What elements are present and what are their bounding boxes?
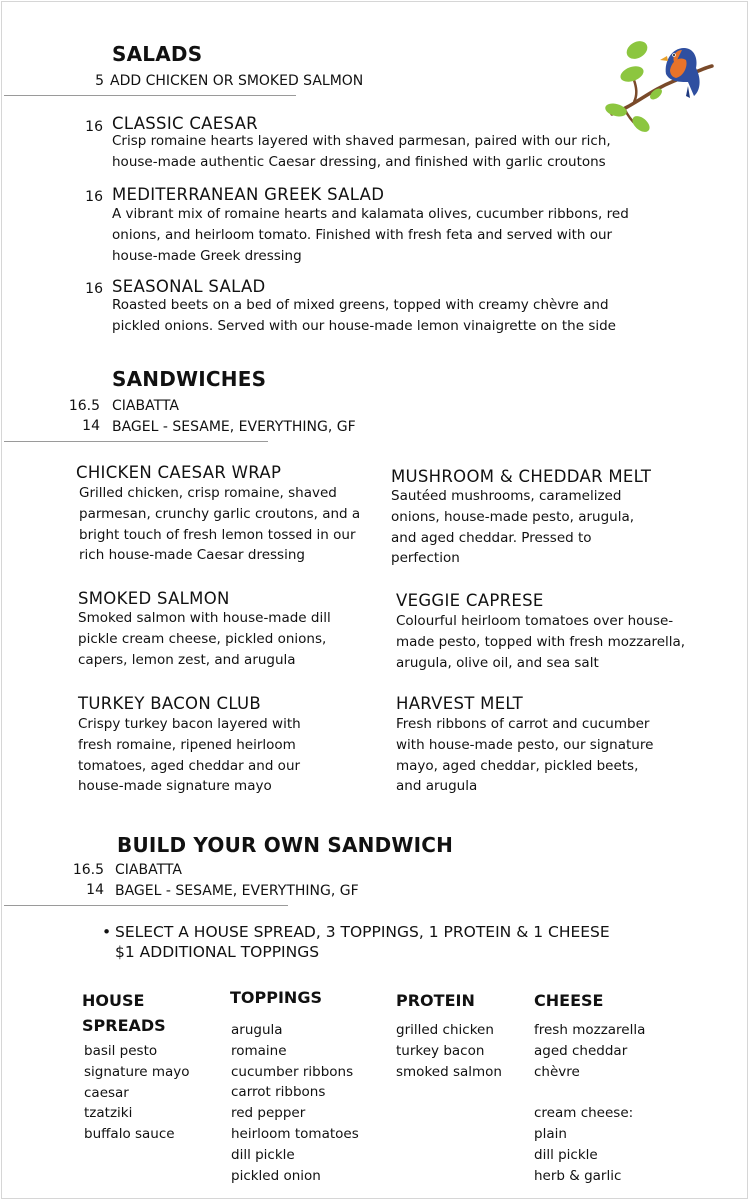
cheese-list: fresh mozzarella aged cheddar chèvre cream cheese: plain dill pickle herb & garlic	[534, 1022, 646, 1184]
bread-label: BAGEL - SESAME, EVERYTHING, GF	[115, 883, 359, 899]
sandwich-name: TURKEY BACON CLUB	[78, 694, 261, 713]
column-heading-toppings: TOPPINGS	[230, 988, 322, 1007]
salad-name: SEASONAL SALAD	[112, 277, 266, 296]
bread-price: 16.5	[72, 862, 104, 878]
sandwich-name: VEGGIE CAPRESE	[396, 591, 544, 610]
bread-price: 16.5	[68, 398, 100, 414]
sandwich-description: Crispy turkey bacon layered with fresh romaine, ripened heirloom tomatoes, aged cheddar and our house-made signature mayo	[78, 716, 301, 795]
column-heading-cheese: CHEESE	[534, 991, 604, 1010]
bread-price: 14	[86, 882, 104, 898]
salad-description: Roasted beets on a bed of mixed greens, topped with creamy chèvre and pickled onions. Served with our house-made lemon vinaigrette on the side	[112, 297, 616, 334]
salads-addon-text: ADD CHICKEN OR SMOKED SALMON	[110, 73, 364, 89]
salads-heading: SALADS	[112, 42, 203, 66]
bread-label: CIABATTA	[115, 862, 182, 878]
sandwich-description: Colourful heirloom tomatoes over house- made pesto, topped with fresh mozzarella, arugula, olive oil, and sea salt	[396, 613, 686, 671]
byo-instructions: SELECT A HOUSE SPREAD, 3 TOPPINGS, 1 PROTEIN & 1 CHEESE $1 ADDITIONAL TOPPINGS	[115, 923, 610, 961]
sandwich-name: MUSHROOM & CHEDDAR MELT	[391, 467, 652, 486]
sandwich-description: Grilled chicken, crisp romaine, shaved parmesan, crunchy garlic croutons, and a bright touch of fresh lemon tossed in our rich house-made Caesar dressing	[79, 485, 361, 564]
byo-divider	[4, 905, 288, 906]
bread-label: BAGEL - SESAME, EVERYTHING, GF	[112, 419, 356, 435]
bird-on-branch-icon	[604, 36, 714, 136]
bread-label: CIABATTA	[112, 398, 179, 414]
salad-name: MEDITERRANEAN GREEK SALAD	[112, 185, 385, 204]
sandwich-name: HARVEST MELT	[396, 694, 524, 713]
salads-addon-price: 5	[95, 73, 104, 89]
protein-list: grilled chicken turkey bacon smoked salmon	[396, 1022, 502, 1080]
sandwich-name: CHICKEN CAESAR WRAP	[76, 463, 282, 482]
salad-price: 16	[85, 189, 103, 205]
sandwiches-heading: SANDWICHES	[112, 367, 267, 391]
salad-price: 16	[85, 119, 103, 135]
sandwich-description: Sautéed mushrooms, caramelized onions, house-made pesto, arugula, and aged cheddar. Pressed to perfection	[391, 488, 635, 567]
column-heading-protein: PROTEIN	[396, 991, 475, 1010]
house-spreads-list: basil pesto signature mayo caesar tzatziki buffalo sauce	[84, 1043, 190, 1143]
salads-divider	[4, 95, 296, 96]
salad-description: A vibrant mix of romaine hearts and kalamata olives, cucumber ribbons, red onions, and heirloom tomato. Finished with fresh feta and served with our house-made Greek dressing	[112, 206, 629, 264]
bread-price: 14	[82, 418, 100, 434]
salad-description: Crisp romaine hearts layered with shaved parmesan, paired with our rich, house-made authentic Caesar dressing, and finished with garlic croutons	[112, 133, 611, 170]
toppings-list: arugula romaine cucumber ribbons carrot ribbons red pepper heirloom tomatoes dill pickle pickled onion	[231, 1022, 359, 1184]
byo-heading: BUILD YOUR OWN SANDWICH	[117, 833, 454, 857]
column-heading-house-spreads: HOUSE SPREADS	[82, 991, 166, 1035]
instruction-bullet: •	[102, 923, 112, 941]
sandwich-name: SMOKED SALMON	[78, 589, 230, 608]
sandwich-description: Fresh ribbons of carrot and cucumber with house-made pesto, our signature mayo, aged cheddar, pickled beets, and arugula	[396, 716, 654, 795]
salad-price: 16	[85, 281, 103, 297]
sandwich-description: Smoked salmon with house-made dill pickle cream cheese, pickled onions, capers, lemon zest, and arugula	[78, 610, 331, 668]
salad-name: CLASSIC CAESAR	[112, 114, 258, 133]
sandwiches-divider	[4, 441, 268, 442]
